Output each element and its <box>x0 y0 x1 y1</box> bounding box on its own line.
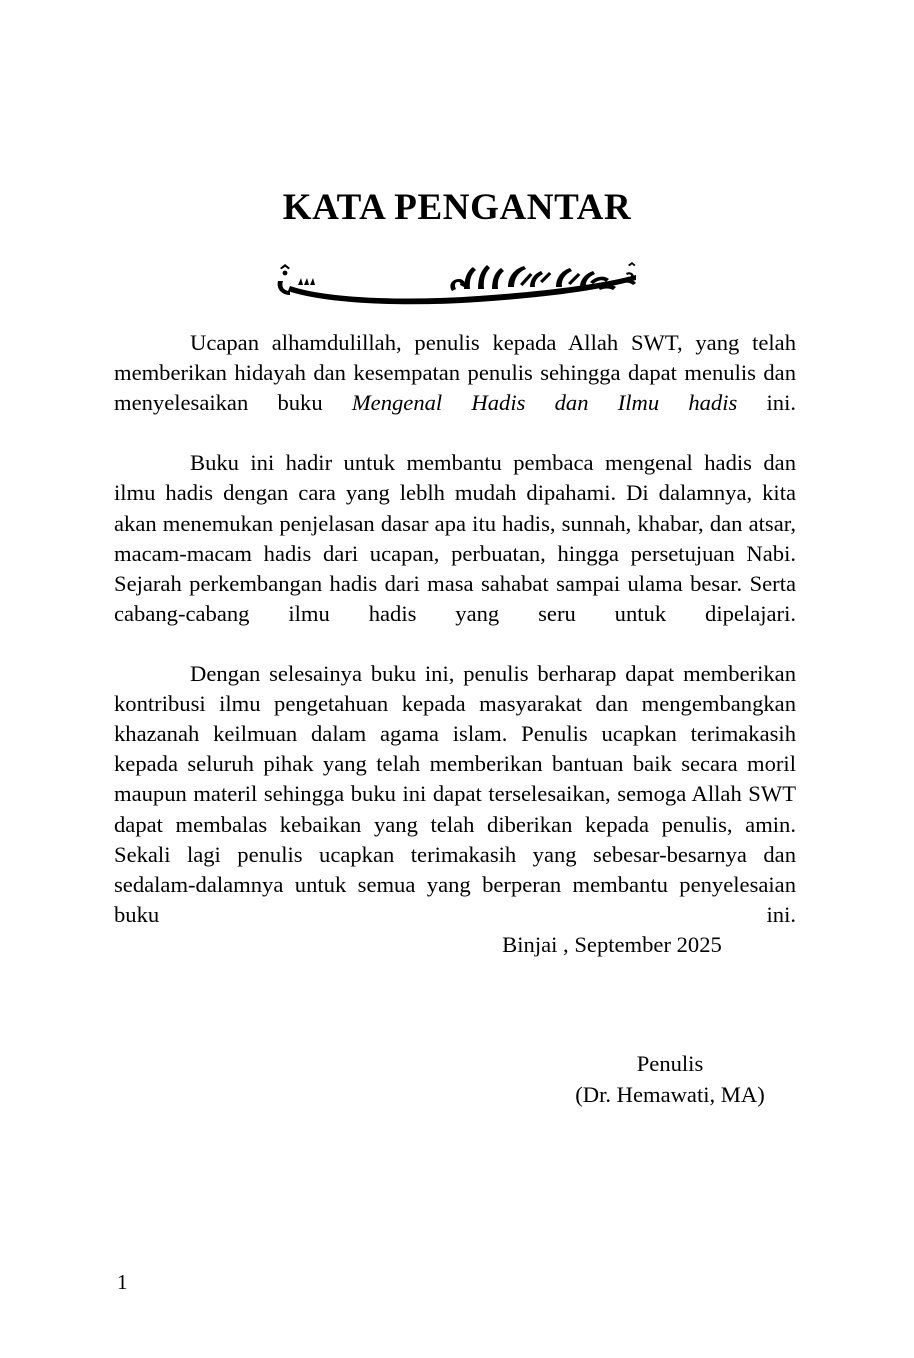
basmalah-calligraphy-icon <box>268 251 646 305</box>
paragraph-3 <box>114 659 796 960</box>
page-title: KATA PENGANTAR <box>282 186 632 228</box>
page-number: 1 <box>117 1270 128 1294</box>
paragraph-3-run-1: Dengan selesainya buku ini, penulis berharap dapat memberikan kontribusi ilmu pengetahuan kepada masyarakat dan mengembangkan khazanah keilmuan dalam agama islam. Penulis ucapkan terimakasih kepada seluruh pihak yang telah memberikan bantuan baik secara moril maupun materil sehingga buku ini dapat terselesaikan, semoga Allah SWT dapat membalas kebaikan yang telah diberikan kepada penulis, amin. Sekali lagi penulis ucapkan terimakasih yang sebesar-besarnya dan sedalam-dalamnya untuk semua yang berperan membantu penyelesaian buku ini. <box>114 661 796 927</box>
paragraph-2-run-1: Buku ini hadir untuk membantu pembaca mengenal hadis dan ilmu hadis dengan cara yang leblh mudah dipahami. Di dalamnya, kita akan menemukan penjelasan dasar apa itu hadis, sunnah, khabar, dan atsar, macam-macam hadis dari ucapan, perbuatan, hingga persetujuan Nabi. Sejarah perkembangan hadis dari masa sahabat sampai ulama besar. Serta cabang-cabang ilmu hadis yang seru untuk dipelajari. <box>114 450 796 626</box>
body-text <box>114 328 796 960</box>
place-and-date: Binjai , September 2025 <box>502 932 722 957</box>
signer-name: (Dr. Hemawati, MA) <box>575 1082 765 1107</box>
signature-block <box>495 1048 845 1110</box>
signer-role: Penulis <box>636 1051 704 1076</box>
paragraph-2 <box>114 448 796 659</box>
paragraph-1-run-1: Ucapan alhamdulillah, penulis kepada Allah SWT, yang telah memberikan hidayah dan kesempatan penulis sehingga dapat menulis dan menyelesaikan buku <box>114 330 796 416</box>
paragraph-1 <box>114 328 796 448</box>
book-title-italic: Mengenal Hadis dan Ilmu hadis <box>351 390 738 416</box>
basmalah-ornament <box>0 248 914 308</box>
paragraph-1-run-3: ini. <box>737 390 797 416</box>
